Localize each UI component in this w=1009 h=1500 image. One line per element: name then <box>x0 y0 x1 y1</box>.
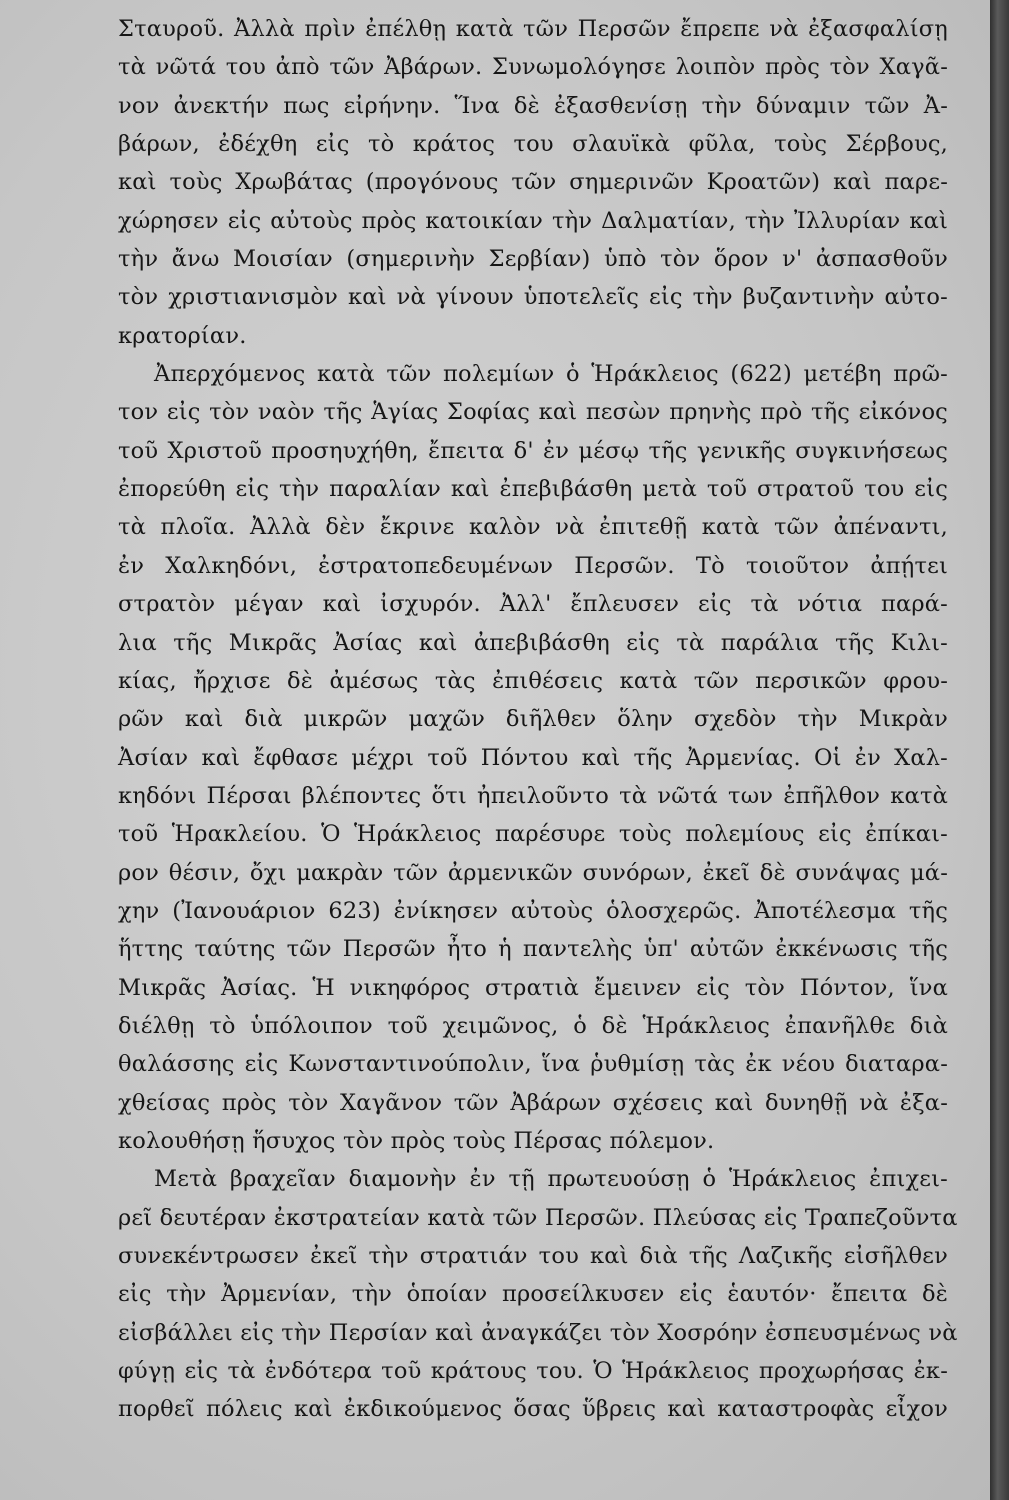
text-line: Ἀπερχόμενος κατὰ τῶν πολεμίων ὁ Ἡράκλειος (622) μετέβη πρῶ- <box>154 361 948 388</box>
text-line: ρῶν καὶ διὰ μικρῶν μαχῶν διῆλθεν ὅλην σχεδὸν τὴν Μικρὰν <box>118 706 948 733</box>
text-line: κολουθήσῃ ἥσυχος τὸν πρὸς τοὺς Πέρσας πόλεμον. <box>118 1127 715 1154</box>
text-line: φύγῃ εἰς τὰ ἐνδότερα τοῦ κράτους του. Ὁ Ἡράκλειος προχωρήσας ἐκ- <box>118 1358 948 1385</box>
text-line: πορθεῖ πόλεις καὶ ἐκδικούμενος ὅσας ὕβρεις καὶ καταστροφὰς εἶχον <box>118 1396 948 1423</box>
text-line: ἐν Χαλκηδόνι, ἐστρατοπεδευμένων Περσῶν. Τὸ τοιοῦτον ἀπῄτει <box>118 552 948 579</box>
text-line: τοῦ Ἡρακλείου. Ὁ Ἡράκλειος παρέσυρε τοὺς πολεμίους εἰς ἐπίκαι- <box>118 821 948 848</box>
text-line: Ἀσίαν καὶ ἔφθασε μέχρι τοῦ Πόντου καὶ τῆς Ἀρμενίας. Οἱ ἐν Χαλ- <box>118 744 948 771</box>
text-line: στρατὸν μέγαν καὶ ἰσχυρόν. Ἀλλ' ἔπλευσεν εἰς τὰ νότια παρά- <box>118 591 948 618</box>
text-line: τὰ πλοῖα. Ἀλλὰ δὲν ἔκρινε καλὸν νὰ ἐπιτεθῇ κατὰ τῶν ἀπέναντι, <box>118 514 948 541</box>
text-line: καὶ τοὺς Χρωβάτας (προγόνους τῶν σημερινῶν Κροατῶν) καὶ παρε- <box>118 169 948 196</box>
text-line: χθείσας πρὸς τὸν Χαγᾶνον τῶν Ἀβάρων σχέσεις καὶ δυνηθῇ νὰ ἐξα- <box>118 1089 948 1116</box>
text-line: ἥττης ταύτης τῶν Περσῶν ἦτο ἡ παντελὴς ὑπ' αὐτῶν ἐκκένωσις τῆς <box>118 936 948 963</box>
text-line: συνεκέντρωσεν ἐκεῖ τὴν στρατιάν του καὶ διὰ τῆς Λαζικῆς εἰσῆλθεν <box>118 1243 948 1269</box>
text-line: Μετὰ βραχεῖαν διαμονὴν ἐν τῇ πρωτευούσῃ ὁ Ἡράκλειος ἐπιχει- <box>154 1166 948 1193</box>
text-line: κηδόνι Πέρσαι βλέποντες ὅτι ἠπειλοῦντο τὰ νῶτά των ἐπῆλθον κατὰ <box>118 782 948 809</box>
text-line: Μικρᾶς Ἀσίας. Ἡ νικηφόρος στρατιὰ ἔμεινεν εἰς τὸν Πόντον, ἵνα <box>118 974 948 1001</box>
text-line: τοῦ Χριστοῦ προσηυχήθη, ἔπειτα δ' ἐν μέσῳ τῆς γενικῆς συγκινήσεως <box>118 437 948 464</box>
paragraph-1 <box>118 10 948 355</box>
text-line: λια τῆς Μικρᾶς Ἀσίας καὶ ἀπεβιβάσθη εἰς τὰ παράλια τῆς Κιλι- <box>118 629 948 656</box>
text-line: χώρησεν εἰς αὐτοὺς πρὸς κατοικίαν τὴν Δαλματίαν, τὴν Ἰλλυρίαν καὶ <box>118 207 948 234</box>
text-line: θαλάσσης εἰς Κωνσταντινούπολιν, ἵνα ῥυθμίσῃ τὰς ἐκ νέου διαταρα- <box>118 1051 948 1078</box>
text-line: βάρων, ἐδέχθη εἰς τὸ κράτος του σλαυϊκὰ φῦλα, τοὺς Σέρβους, <box>118 131 948 158</box>
text-line: κίας, ἤρχισε δὲ ἀμέσως τὰς ἐπιθέσεις κατὰ τῶν περσικῶν φρου- <box>118 667 948 694</box>
page-edge-shadow <box>990 0 1009 1500</box>
paragraph-2 <box>118 355 948 1160</box>
text-line: τὴν ἄνω Μοισίαν (σημερινὴν Σερβίαν) ὑπὸ τὸν ὅρον ν' ἀσπασθοῦν <box>118 246 948 273</box>
text-line: διέλθῃ τὸ ὑπόλοιπον τοῦ χειμῶνος, ὁ δὲ Ἡράκλειος ἐπανῆλθε διὰ <box>118 1012 948 1039</box>
text-line: εἰς τὴν Ἀρμενίαν, τὴν ὁποίαν προσείλκυσεν εἰς ἑαυτόν· ἔπειτα δὲ <box>118 1281 948 1308</box>
text-line: ρον θέσιν, ὄχι μακρὰν τῶν ἀρμενικῶν συνόρων, ἐκεῖ δὲ συνάψας μά- <box>118 859 948 886</box>
text-line: Σταυροῦ. Ἀλλὰ πρὶν ἐπέλθῃ κατὰ τῶν Περσῶν ἔπρεπε νὰ ἐξασφαλίσῃ <box>118 16 948 42</box>
page-text <box>118 10 958 1429</box>
text-line: νον ἀνεκτήν πως εἰρήνην. Ἵνα δὲ ἐξασθενίσῃ τὴν δύναμιν τῶν Ἀ- <box>118 92 948 119</box>
text-line: χην (Ἰανουάριον 623) ἐνίκησεν αὐτοὺς ὁλοσχερῶς. Ἀποτέλεσμα τῆς <box>118 897 948 924</box>
text-line: κρατορίαν. <box>118 322 247 349</box>
text-line: τον εἰς τὸν ναὸν τῆς Ἁγίας Σοφίας καὶ πεσὼν πρηνὴς πρὸ τῆς εἰκόνος <box>118 399 948 426</box>
text-line: τὸν χριστιανισμὸν καὶ νὰ γίνουν ὑποτελεῖς εἰς τὴν βυζαντινὴν αὐτο- <box>118 284 948 311</box>
text-line: ρεῖ δευτέραν ἐκστρατείαν κατὰ τῶν Περσῶν. Πλεύσας εἰς Τραπεζοῦντα <box>118 1204 958 1231</box>
paragraph-3 <box>118 1160 958 1428</box>
text-line: τὰ νῶτά του ἀπὸ τῶν Ἀβάρων. Συνωμολόγησε λοιπὸν πρὸς τὸν Χαγᾶ- <box>118 54 948 81</box>
text-line: ἐπορεύθη εἰς τὴν παραλίαν καὶ ἐπεβιβάσθη μετὰ τοῦ στρατοῦ του εἰς <box>118 476 948 503</box>
text-line: εἰσβάλλει εἰς τὴν Περσίαν καὶ ἀναγκάζει τὸν Χοσρόην ἐσπευσμένως νὰ <box>118 1319 958 1346</box>
